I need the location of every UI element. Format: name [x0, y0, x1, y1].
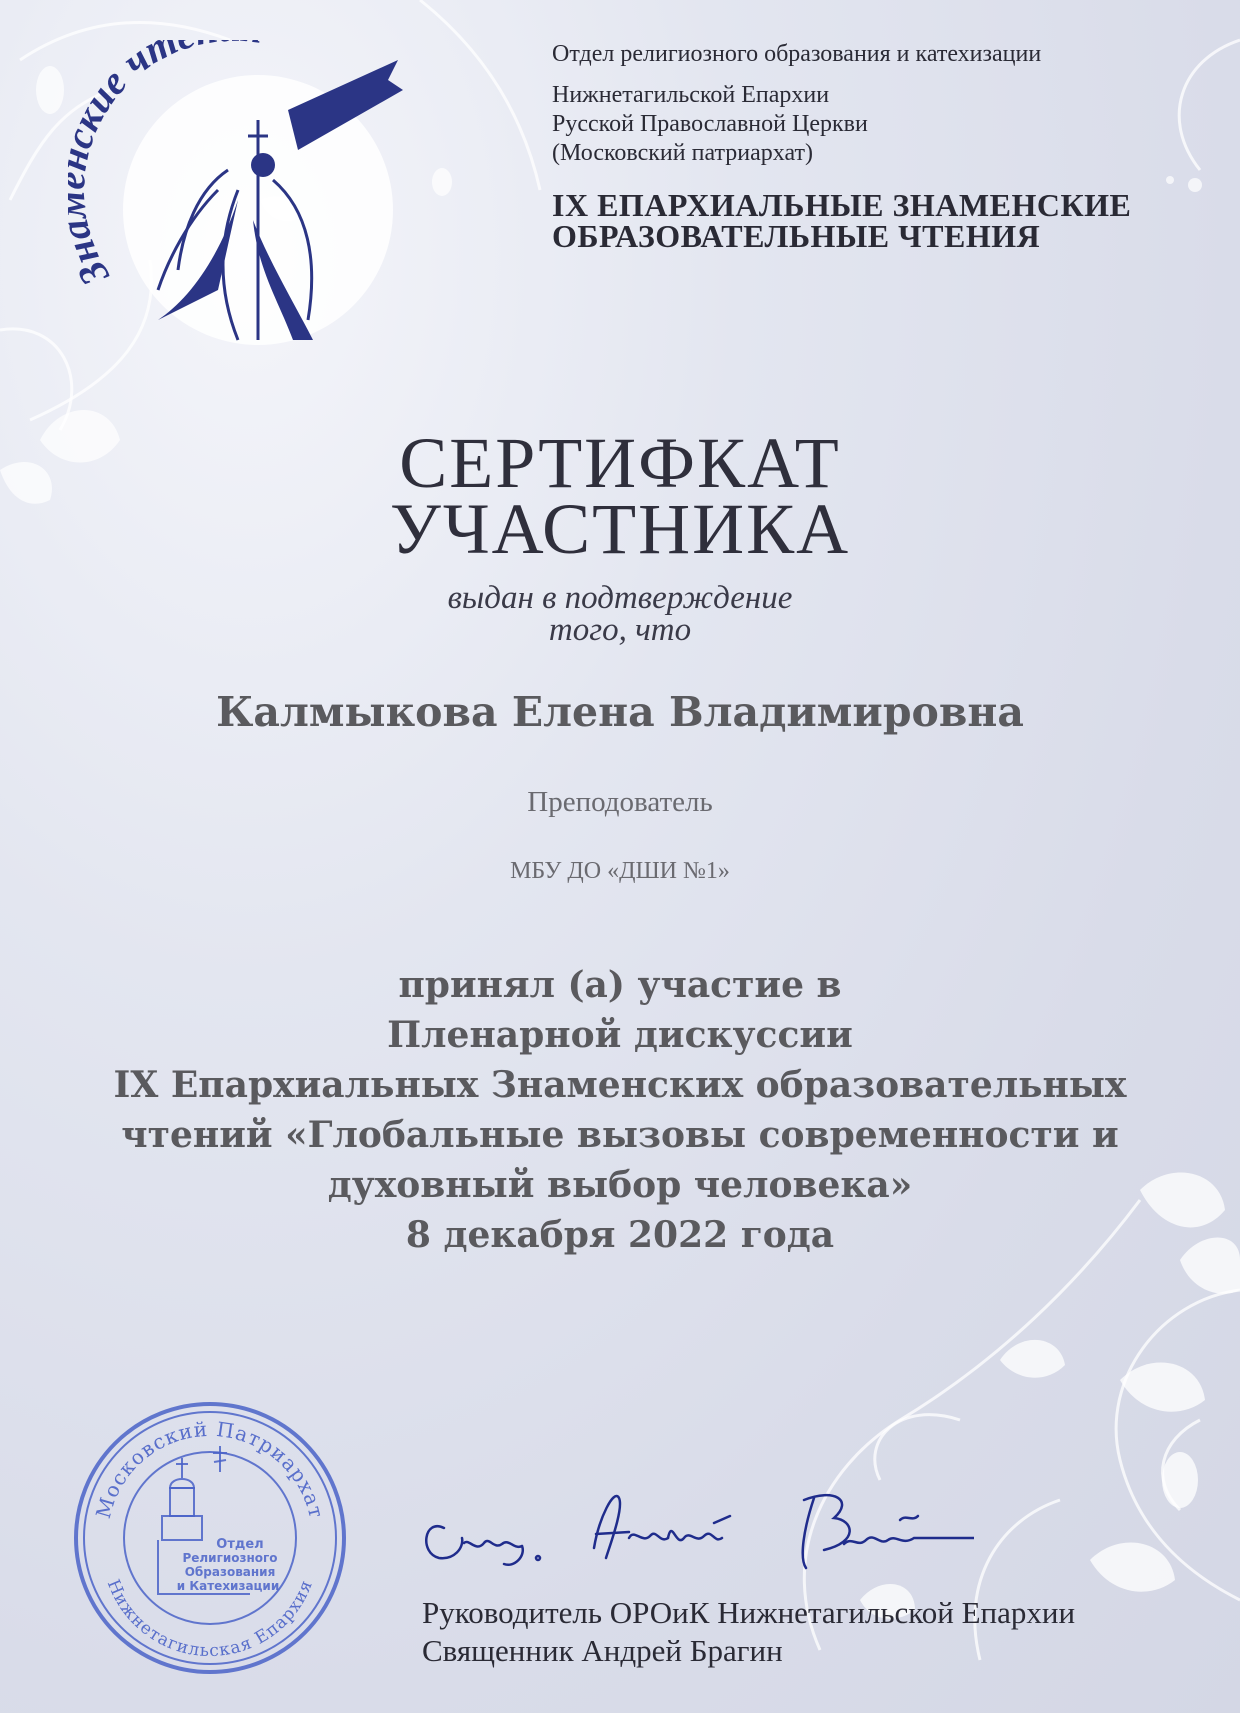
certificate-subtitle-line2: того, что: [548, 612, 692, 648]
signature-scribble: [414, 1478, 974, 1578]
participation-line3: IX Епархиальных Знаменских образовательных: [113, 1064, 1127, 1106]
seal-outer-bottom-text: Нижнетагильская Епархия: [102, 1576, 318, 1662]
participation-statement: [0, 960, 1240, 1260]
official-seal: [70, 1398, 350, 1682]
participation-line1: принял (а) участие в: [398, 964, 842, 1006]
seal-inner-line3: Образования: [184, 1565, 276, 1579]
participation-line5: духовный выбор человека»: [327, 1164, 913, 1206]
signatory-role: Руководитель ОРОиК Нижнетагильской Епархии: [422, 1595, 1076, 1630]
signatory-name: Священник Андрей Брагин: [422, 1633, 783, 1668]
header-line-diocese: Нижнетагильской Епархии: [552, 82, 830, 108]
signature: [414, 1478, 974, 1582]
certificate-subtitle-line1: выдан в подтверждение: [447, 580, 793, 616]
seal-inner-line2: Религиозного: [182, 1551, 278, 1565]
angel-icon: [68, 40, 448, 360]
logo-text: З ие чт: [68, 40, 184, 294]
signatory: [422, 1594, 1075, 1670]
header-line-church: Русской Православной Церкви: [552, 111, 868, 137]
certificate-title: [0, 423, 1240, 569]
seal-inner-line4: и Катехизации: [176, 1579, 280, 1593]
logo-znamenskie-chteniya: [68, 40, 448, 364]
header-line-patriarchate: (Московский патриархат): [552, 140, 813, 166]
seal-outer-top-text: Московский Патриархат: [90, 1416, 329, 1521]
header-event-line1: IX ЕПАРХИАЛЬНЫЕ ЗНАМЕНСКИЕ: [552, 187, 1132, 223]
participation-line2: Пленарной дискуссии: [387, 1014, 853, 1056]
recipient-position: Преподователь: [527, 786, 713, 818]
church-icon: [70, 1398, 350, 1678]
header-line-department: Отдел религиозного образования и катехизации: [552, 41, 1042, 67]
seal-inner-line1: Отдел: [216, 1537, 264, 1552]
recipient-organization: МБУ ДО «ДШИ №1»: [510, 858, 730, 884]
certificate-title-line1: СЕРТИФКАТ: [399, 423, 841, 503]
certificate-title-line2: УЧАСТНИКА: [389, 489, 851, 569]
recipient-name: Калмыкова Елена Владимировна: [216, 688, 1024, 736]
header-organization: [552, 40, 1212, 252]
header-event-line2: ОБРАЗОВАТЕЛЬНЫЕ ЧТЕНИЯ: [552, 218, 1041, 254]
certificate-subtitle: [0, 582, 1240, 646]
participation-line4: чтений «Глобальные вызовы современности и: [121, 1114, 1119, 1156]
participation-date: 8 декабря 2022 года: [405, 1214, 835, 1256]
